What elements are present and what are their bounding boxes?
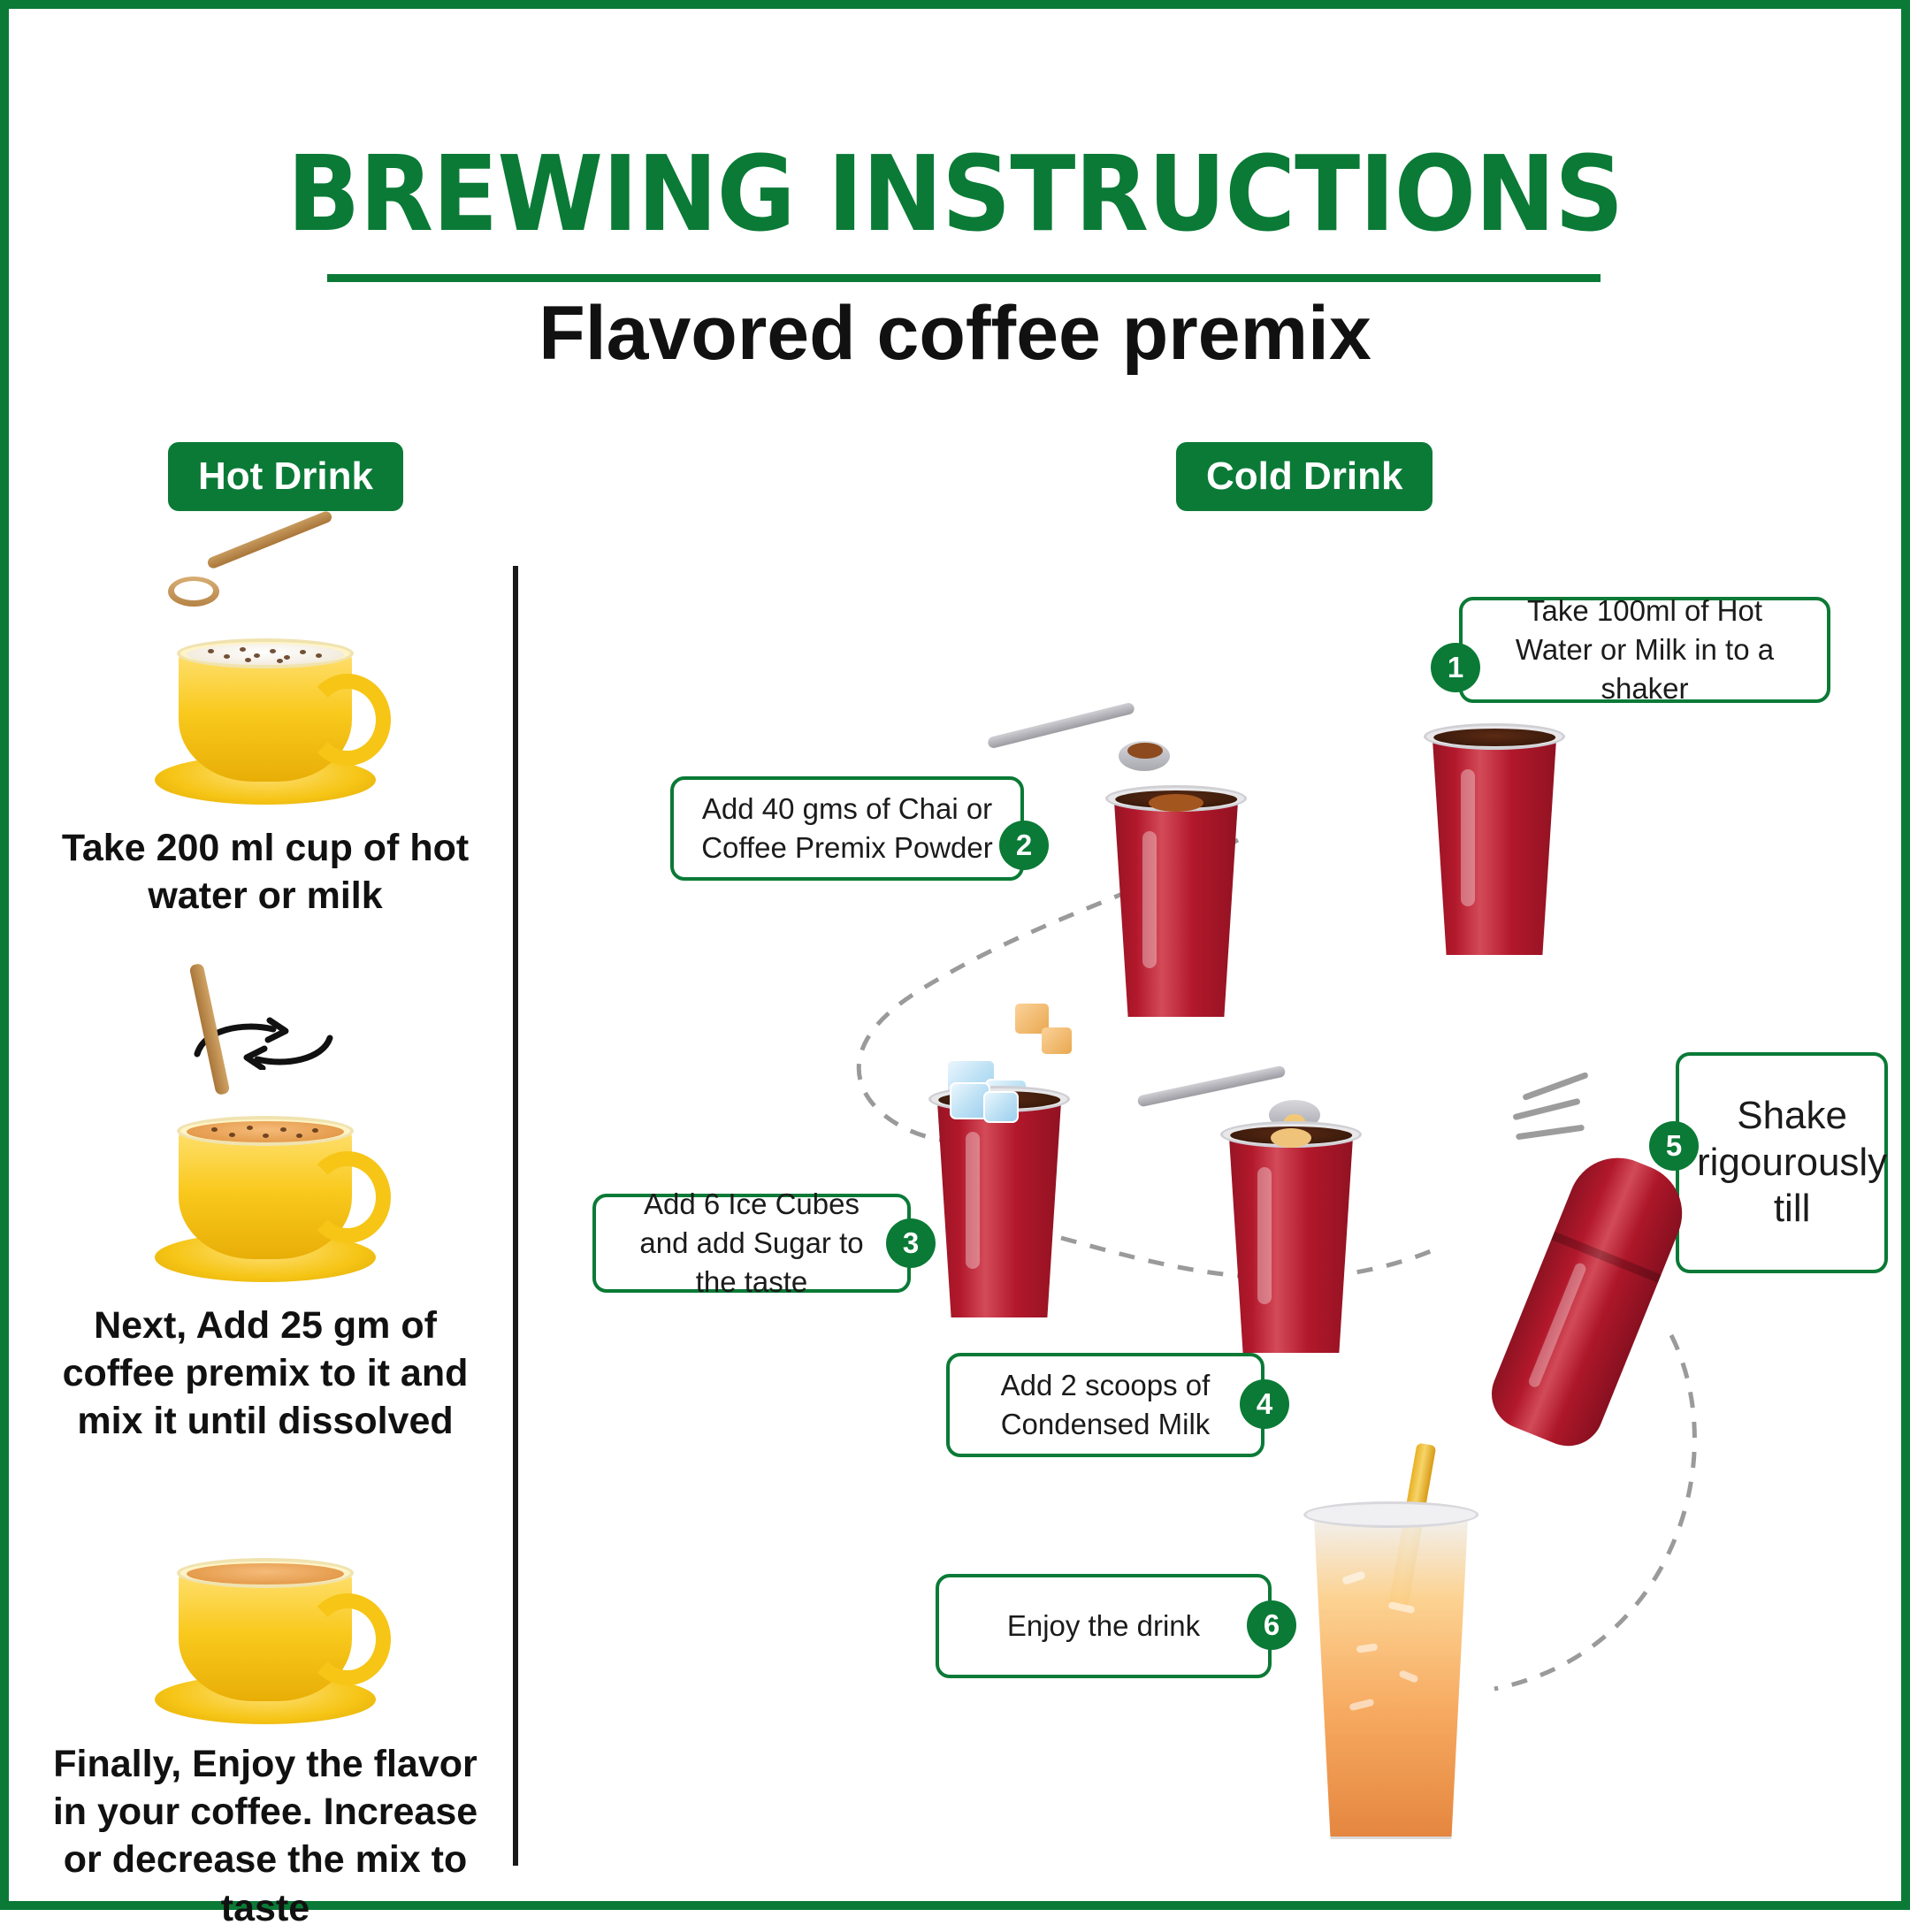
cold-step-5-callout [1676,1052,1888,1273]
hot-step-3-illustration [35,1485,495,1724]
cold-step-1-text: Take 100ml of Hot Water or Milk in to a shaker [1515,594,1775,705]
cold-step-2-callout [670,776,1024,881]
cold-step-4-text: Add 2 scoops of Condensed Milk [1000,1369,1211,1440]
cold-step-5-badge: 5 [1649,1121,1699,1171]
cold-step-3-text: Add 6 Ice Cubes and add Sugar to the taste [639,1187,864,1298]
column-divider [513,566,518,1866]
hot-step-1-illustration [35,513,495,805]
hot-step-2-illustration [35,990,495,1282]
cold-step-2-text: Add 40 gms of Chai or Coffee Premix Powder [701,792,993,864]
spoon-with-premix-powder-icon [986,699,1180,787]
cold-step-4-badge: 4 [1240,1379,1289,1429]
red-tumbler-with-powder-icon [1105,796,1247,1017]
cold-step-1-badge: 1 [1431,643,1480,692]
section-label-cold-drink: Cold Drink [1176,442,1432,511]
cold-step-3-badge: 3 [886,1218,936,1268]
cold-step-4-callout [946,1353,1264,1457]
hot-step-3-caption: Finally, Enjoy the flavor in your coffee. Increase or decrease the mix to taste [52,1743,478,1929]
cold-step-1-callout [1459,594,1830,705]
red-tumbler-icon [1424,734,1565,955]
hot-step-1 [35,513,495,920]
page-subtitle: Flavored coffee premix [539,291,1371,376]
shaker-icon [1481,1143,1697,1457]
shake-motion-lines-icon [1512,1083,1618,1145]
cold-step-3-callout [592,1187,911,1298]
hot-step-2-caption: Next, Add 25 gm of coffee premix to it and mix it until dissolved [62,1304,469,1443]
cold-step-2-badge: 2 [999,821,1049,870]
iced-drink-icon [1307,1512,1475,1839]
yellow-cup-icon [150,1512,380,1724]
cold-step-5-text: Shake rigourously till [1697,1093,1888,1231]
section-label-hot-drink: Hot Drink [168,442,403,511]
page-title: BREWING INSTRUCTIONS [286,133,1624,255]
cold-step-6-callout [936,1574,1272,1678]
hot-step-2 [35,990,495,1446]
hot-step-3 [35,1485,495,1932]
title-underline [327,274,1601,282]
hot-step-1-caption: Take 200 ml cup of hot water or milk [61,827,470,918]
yellow-cup-icon [150,592,380,805]
red-tumbler-with-milk-icon [1220,1132,1362,1353]
yellow-cup-icon [150,1070,380,1282]
cold-step-6-text: Enjoy the drink [1006,1609,1201,1643]
red-tumbler-with-ice-icon [928,1096,1070,1317]
cold-step-6-badge: 6 [1247,1600,1296,1650]
